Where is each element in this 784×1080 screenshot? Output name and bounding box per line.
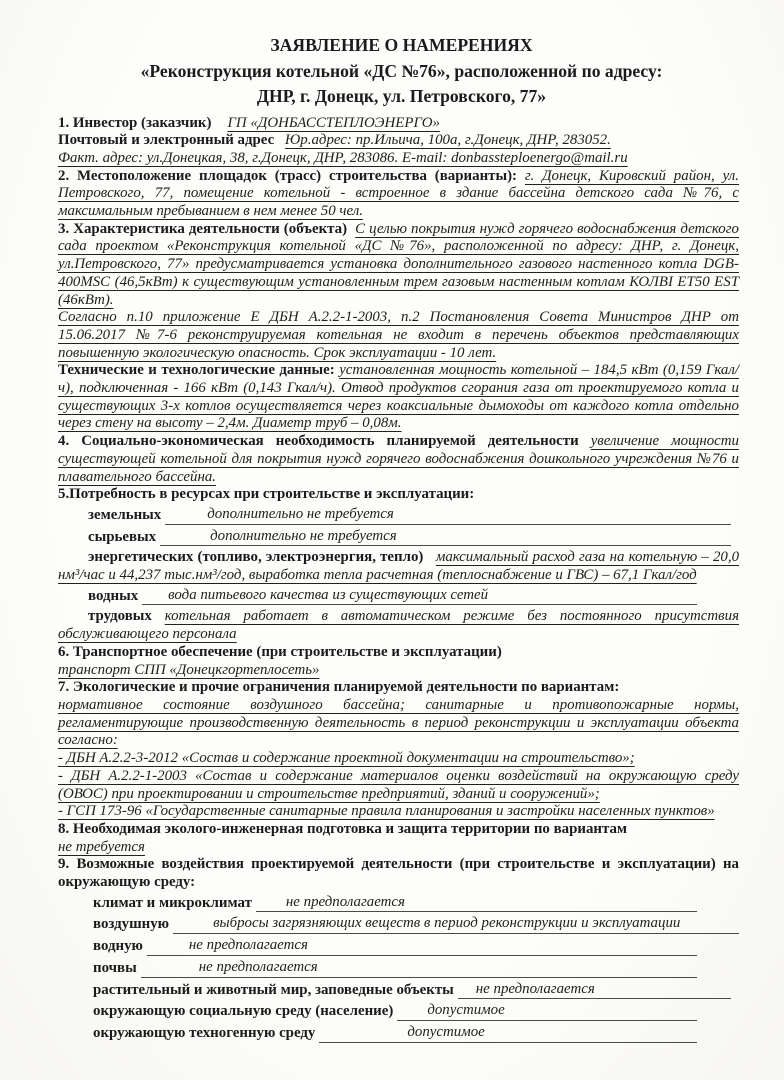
section-4-value: увеличение мощности существующей котельной для покрытия нужд горячего водоснабжения дошкольного учреждения №76 и плавательного бассейна. [58,433,739,485]
section-4-label: 4. Социально-экономическая необходимость планируемой деятельности [58,433,579,450]
resource-value-land: дополнительно не требуется [207,505,394,522]
section-4-socioeconomic [58,433,739,486]
impact-value-technogenic: допустимое [407,1023,485,1040]
impact-row-soil [93,959,739,978]
section-3-activity [58,221,739,310]
resource-value-labor: котельная работает в автоматическом режиме без постоянного присутствия обслуживающего персонала [58,608,739,643]
impact-label-climate: климат и микроклимат [93,894,252,911]
section-8-heading: 8. Необходимая эколого-инженерная подготовка и защита территории по вариантам [58,820,628,837]
resource-row-energy [58,549,739,584]
technical-data-label: Технические и технологические данные: [58,362,335,379]
address-label: Почтовый и электронный адрес [58,132,275,149]
section-3-regulatory-text: Согласно п.10 приложение Е ДБН А.2.2-1-2003, п.2 Постановления Совета Министров ДНР от 15.06.2017 №7-6 реконструируемая котельная не входит в перечень объектов представляющих повышенную экологическую опасность. Срок эксплуатации - 10 лет. [58,309,739,361]
section-7-item-dbn-2012: - ДБН А.2.2-3-2012 «Состав и содержание проектной документации на строительство»; [58,750,635,767]
impact-value-water: не предполагается [188,937,308,954]
section-2-location [58,168,739,221]
impact-label-air: воздушную [93,916,170,933]
fill-line [165,506,731,525]
resource-label-water: водных [88,587,139,604]
impact-value-climate: не предполагается [285,893,405,910]
investor-label: 1. Инвестор (заказчик) [58,114,212,131]
section-7-item-gsp-173: - ГСП 173-96 «Государственные санитарные правила планирования и застройки населенных пунктов» [58,803,715,820]
resource-label-raw: сырьевых [88,528,157,545]
section-2-label: 2. Местоположение площадок (трасс) строительства (варианты): [58,167,518,184]
impact-label-flora-fauna: растительный и животный мир, заповедные объекты [93,981,454,998]
impact-row-water [93,937,739,956]
investor-line [58,115,739,133]
section-9-heading: 9. Возможные воздействия проектируемой деятельности (при строительстве и эксплуатации) на окружающую среду: [58,856,739,891]
resource-row-water [88,587,739,606]
section-8-value-line [58,839,739,857]
fill-line [256,894,697,913]
fill-line [397,1002,697,1021]
section-3-label: 3. Характеристика деятельности (объекта) [58,220,348,237]
impact-label-social: окружающую социальную среду (население) [93,1003,394,1020]
impact-value-social: допустимое [427,1002,505,1019]
resource-row-labor [58,608,739,643]
fill-line [147,937,697,956]
impact-row-technogenic [93,1024,739,1043]
title-line-1: ЗАЯВЛЕНИЕ О НАМЕРЕНИЯХ [270,35,533,55]
section-7-heading: 7. Экологические и прочие ограничения планируемой деятельности по вариантам: [58,679,620,696]
address-value-actual: Факт. адрес: ул.Донецкая, 38, г.Донецк, ДНР, 283086. E-mail: donbassteploenergo@mail.ru [58,149,628,166]
actual-address-line [58,150,739,168]
section-2-value: г. Донецк, Кировский район, ул. Петровского, 77, помещение котельной - встроенное в здание бассейна детского сада №76, с максимальным пребыванием в нем менее 50 чел. [58,167,739,220]
resource-label-land: земельных [88,506,162,523]
resource-value-water: вода питьевого качества из существующих сетей [168,586,489,603]
section-8-value: не требуется [58,838,145,855]
section-6-transport-line [58,662,739,680]
resource-row-land [88,506,739,525]
section-5-heading: 5.Потребность в ресурсах при строительстве и эксплуатации: [58,486,475,503]
section-3-regulatory-paragraph [58,309,739,362]
section-3-value: С целью покрытия нужд горячего водоснабжения детского сада проектом «Реконструкция котельной «ДС №76», расположенной по адресу: ДНР, г. Донецк, ул.Петровского, 77» предусматривается установка дополнительного газового настенного котла DGB-400MSC (46,5кВт) к существующим установленным трем газовым настенным котлам КОЛВІ ЕТ50 EST (46кВт). [58,220,739,308]
impact-value-soil: не предполагается [198,958,318,975]
impact-row-climate [93,894,739,913]
fill-line [141,959,697,978]
technical-data-value: установленная мощность котельной – 184,5 кВт (0,159 Гкал/ч), подключенная - 166 кВт (0,143 Гкал/ч). Отвод продуктов сгорания газа от проектируемого котла и существующих 3-х котлов осуществляется через коаксиальные дымоходы от каждого котла отдельно через стену на высоту – 2,4м. Диаметр труб – 0,08м. [58,362,739,432]
address-value-legal: Юр.адрес: пр.Ильича, 100а, г.Донецк, ДНР, 283052. [284,132,611,149]
fill-line [142,587,697,606]
resource-label-labor: трудовых [88,608,152,625]
section-3-technical-data [58,362,739,433]
fill-line [458,981,731,1000]
impact-row-air [93,915,739,934]
fill-line [173,915,739,934]
impact-label-soil: почвы [93,959,137,976]
resource-value-raw: дополнительно не требуется [210,527,397,544]
section-7-item-dbn-2003: - ДБН А.2.2-1-2003 «Состав и содержание материалов оценки воздействий на окружающую среду (ОВОС) при проектировании и строительстве предприятий, зданий и сооружений»; [58,767,739,802]
section-6-heading: 6. Транспортное обеспечение (при строительстве и эксплуатации) [58,643,502,660]
impact-label-water: водную [93,938,143,955]
title-line-3: ДНР, г. Донецк, ул. Петровского, 77» [256,86,547,106]
impact-label-technogenic: окружающую техногенную среду [93,1024,316,1041]
title-line-2: «Реконструкция котельной «ДС №76», расположенной по адресу: [140,60,663,81]
fill-line [160,528,731,547]
document-title [64,33,739,110]
postal-address-line [58,132,739,150]
investor-value: ГП «ДОНБАССТЕПЛОЭНЕРГО» [227,114,440,131]
transport-value: транспорт СПП «Донецкгортеплосеть» [58,661,320,678]
fill-line [319,1024,697,1043]
impact-row-flora-fauna [93,981,739,1000]
impact-value-flora-fauna: не предполагается [475,980,595,997]
resource-label-energy: энергетических (топливо, электроэнергия, тепло) [88,549,424,566]
resource-row-raw [88,528,739,547]
impact-row-social [93,1002,739,1021]
resource-value-energy: максимальный расход газа на котельную – 20,0 нм³/час и 44,237 тыс.нм³/год, выработка тепла расчетная (теплоснабжение и ГВС) – 67,1 Гкал/год [58,549,740,584]
impact-value-air: выбросы загрязняющих веществ в период реконструкции и эксплуатации [213,915,681,932]
section-7-intro: нормативное состояние воздушного бассейна; санитарные и противопожарные нормы, регламентирующие производственную деятельность в период реконструкции и эксплуатации объекта согласно: [58,697,739,749]
